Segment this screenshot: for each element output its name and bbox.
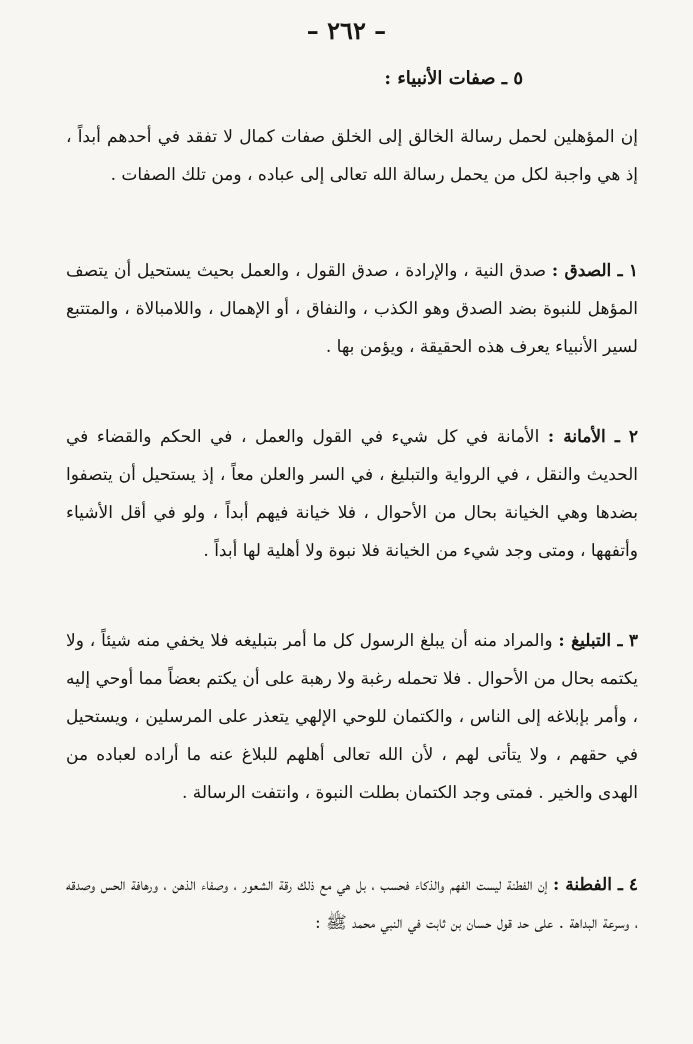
attribute-conveyance-paragraph (66, 622, 638, 812)
attribute-trustworthiness-text: الأمانة في كل شيء في القول والعمل ، في الحكم والقضاء في الحديث والنقل ، في الرواية والتبليغ ، في السر والعلن معاً ، إذ يستحيل أن يتصفوا بضدها وهي الخيانة بحال من الأحوال ، فلا خيانة فيهم أبداً ، ولو في أقل الأشياء وأتفهها ، ومتى وجد شيء من الخيانة فلا نبوة ولا أهلية لها أبداً . (66, 427, 638, 561)
attribute-truthfulness-text: صدق النية ، والإرادة ، صدق القول ، والعمل بحيث يستحيل أن يتصف المؤهل للنبوة بضد الصدق وهو الكذب ، والنفاق ، أو الإهمال ، واللامبالاة ، والمتتبع لسير الأنبياء يعرف هذه الحقيقة ، ويؤمن بها . (66, 261, 638, 357)
attribute-truthfulness-paragraph (66, 252, 638, 366)
attribute-intelligence-paragraph (66, 866, 638, 942)
section-heading: ٥ ـ صفات الأنبياء : (384, 68, 523, 89)
intro-paragraph: إن المؤهلين لحمل رسالة الخالق إلى الخلق صفات كمال لا تفقد في أحدهم أبداً ، إذ هي واجبة لكل من يحمل رسالة الله تعالى إلى عباده ، ومن تلك الصفات . (66, 127, 638, 185)
attribute-intelligence-heading: ٤ ـ الفطنة : (553, 875, 639, 895)
attribute-truthfulness-heading: ١ ـ الصدق : (551, 261, 639, 281)
page-number: – ٢٦٢ – (306, 16, 387, 45)
attribute-trustworthiness-paragraph (66, 418, 638, 570)
attribute-intelligence-text: إن الفطنة ليست الفهم والذكاء فحسب ، بل هي مع ذلك رقة الشعور ، وصفاء الذهن ، ورهافة الحس وصدقه ، وسرعة البداهة . على حد قول حسان بن ثابت في النبي محمد ﷺ : (66, 875, 638, 933)
attribute-trustworthiness-heading: ٢ ـ الأمانة : (547, 427, 639, 447)
attribute-conveyance-text: والمراد منه أن يبلغ الرسول كل ما أمر بتبليغه فلا يخفي منه شيئاً ، ولا يكتمه بحال من الأحوال . فلا تحمله رغبة ولا رهبة على أن يكتم بعضاً مما أوحي إليه ، وأمر بإبلاغه إلى الناس ، والكتمان للوحي الإلهي يتعذر على المرسلين ، ويستحيل في حقهم ، ولا يتأتى لهم ، لأن الله تعالى أهلهم للبلاغ عنه ما أراده لعباده من الهدى والخير . فمتى وجد الكتمان بطلت النبوة ، وانتفت الرسالة . (66, 631, 638, 803)
attribute-conveyance-heading: ٣ ـ التبليغ : (558, 631, 639, 651)
